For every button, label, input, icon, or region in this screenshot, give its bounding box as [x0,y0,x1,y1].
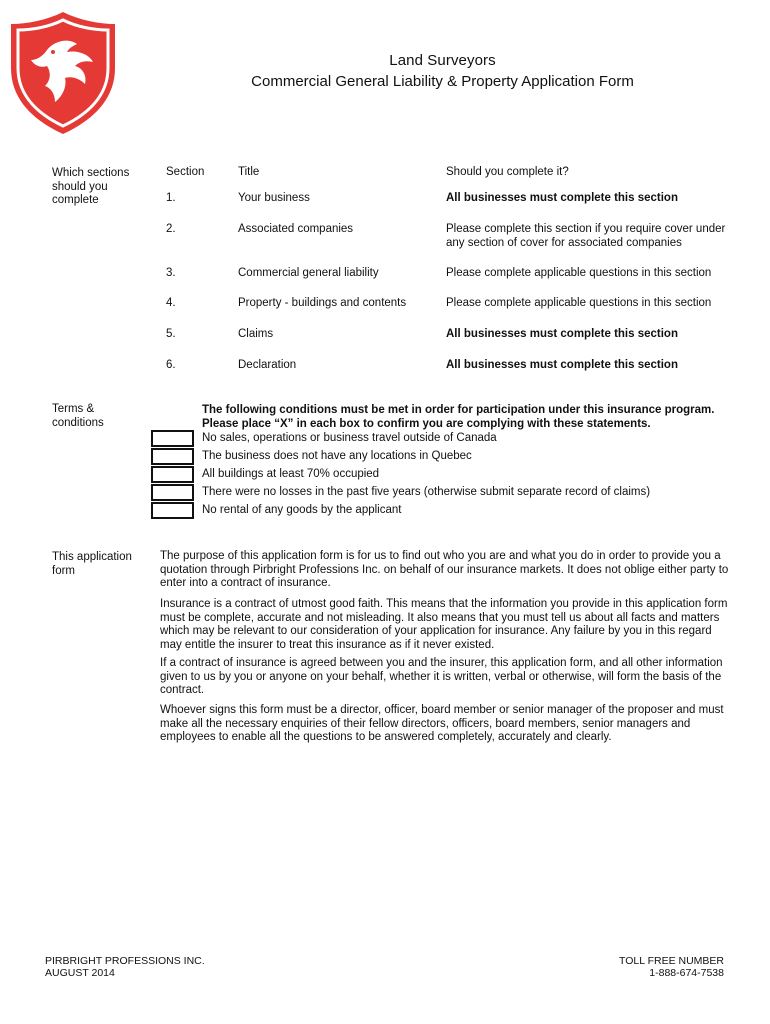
company-logo [7,10,119,136]
application-paragraph: Whoever signs this form must be a director, officer, board member or senior manager of the proposer and must make all the necessary enquiries of their fellow directors, officers, board members, senior managers and employees to enable all the questions to be answered completely, accurately and clearly. [160,704,724,744]
title-line-1: Land Surveyors [389,52,496,69]
col-title-header: Title [238,166,260,178]
section-number: 6. [166,359,176,371]
title-line-2: Commercial General Liability & Property Application Form [251,73,634,90]
footer-phone-label: TOLL FREE NUMBER [618,955,724,967]
section-number: 4. [166,297,176,309]
footer-phone-number: 1-888-674-7538 [649,967,724,979]
section-title: Property - buildings and contents [238,297,407,309]
section-requirement: Please complete applicable questions in this section [446,297,712,309]
section-title: Your business [238,192,310,204]
condition-text: No rental of any goods by the applicant [202,504,402,516]
col-complete-header: Should you complete it? [446,166,569,178]
section-number: 1. [166,192,176,204]
section-title: Associated companies [238,223,354,235]
terms-side-label: Terms & conditions [52,403,104,429]
section-title: Declaration [238,359,297,371]
condition-checkbox[interactable] [151,448,194,465]
footer-company [45,955,205,979]
condition-checkbox[interactable] [151,484,194,501]
section-requirement: All businesses must complete this section [446,192,678,204]
section-requirement: All businesses must complete this section [446,328,678,340]
application-side-label: This application form [52,551,132,577]
application-paragraph: Insurance is a contract of utmost good faith. This means that the information you provide in this application form must be complete, accurate and not misleading. It also means that you must tell us about all facts and matters which may be relevant to our consideration of your application for insurance. Any failure by you in this regard may entitle the insurer to treat this insurance as if it never existed. [160,598,728,651]
section-number: 5. [166,328,176,340]
section-requirement: Please complete applicable questions in this section [446,267,712,279]
condition-text: All buildings at least 70% occupied [202,468,380,480]
section-requirement: All businesses must complete this section [446,359,678,371]
sections-side-label: Which sections should you complete [52,167,130,206]
condition-text: The business does not have any locations in Quebec [202,450,472,462]
form-title [150,50,735,92]
terms-heading: The following conditions must be met in order for participation under this insurance program. Please place “X” in each box to confirm you are complying with these statements. [202,404,715,430]
condition-checkbox[interactable] [151,430,194,447]
section-number: 3. [166,267,176,279]
condition-text: No sales, operations or business travel outside of Canada [202,432,497,444]
condition-checkbox[interactable] [151,502,194,519]
condition-checkbox[interactable] [151,466,194,483]
condition-text: There were no losses in the past five years (otherwise submit separate record of claims) [202,486,651,498]
col-section-header: Section [166,166,205,178]
application-paragraph: If a contract of insurance is agreed between you and the insurer, this application form, and all other information given to us by you or anyone on your behalf, whether it is written, verbal or otherwise, will form the basis of the contract. [160,657,723,697]
section-title: Claims [238,328,274,340]
section-number: 2. [166,223,176,235]
section-requirement: Please complete this section if you require cover under any section of cover for associated companies [446,223,726,249]
footer-contact [619,955,724,979]
application-paragraph: The purpose of this application form is for us to find out who you are and what you do in order to provide you a quotation through Pirbright Professions Inc. on behalf of our insurance markets. It does not oblige either party to enter into a contract of insurance. [160,550,729,590]
section-title: Commercial general liability [238,267,379,279]
footer-company-name: PIRBRIGHT PROFESSIONS INC. [45,955,205,967]
footer-date: AUGUST 2014 [45,967,115,979]
